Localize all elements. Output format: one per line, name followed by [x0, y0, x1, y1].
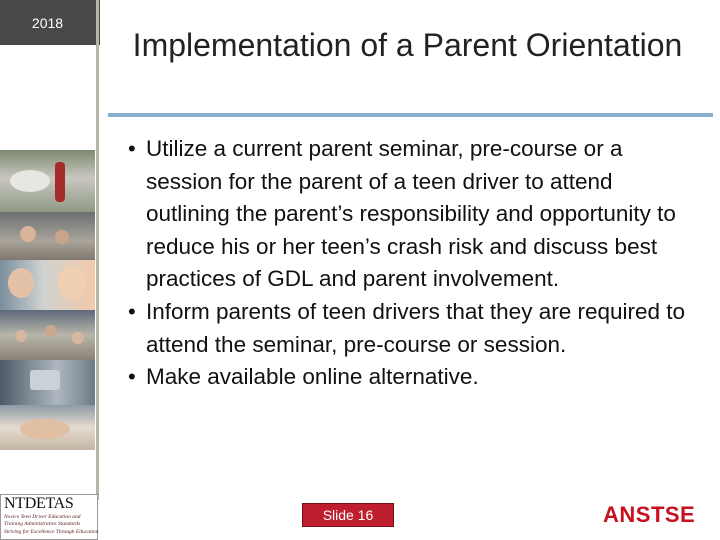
anstse-logo: ANSTSE [603, 502, 696, 527]
slide-title: Implementation of a Parent Orientation [132, 27, 683, 63]
sidebar-photo-car [0, 150, 95, 212]
bullet-text: Make available online alternative. [146, 364, 479, 390]
bullet-dot-icon: • [128, 298, 136, 324]
sidebar-divider [96, 0, 99, 500]
year-banner [0, 0, 100, 45]
slide-number-badge: Slide 16 [302, 503, 394, 527]
sidebar-photo-hands [0, 405, 95, 450]
bullet-dot-icon: • [128, 136, 136, 161]
sidebar-photo-classroom [0, 212, 95, 260]
ntdetas-logo-line2: Training Administrative Standards [4, 521, 81, 527]
bullet-text: Inform parents of teen drivers that they are required to attend the seminar, pre-course or session. [146, 298, 686, 357]
sidebar [0, 0, 100, 540]
bullet-text: Utilize a current parent seminar, pre-course or a session for the parent of a teen driver to attend outlining the parent’s responsibility and opportunity to reduce his or her teen’s crash risk and discuss best practices of GDL and parent involvement. [146, 136, 676, 292]
ntdetas-logo-line1: Novice Teen Driver Education and [4, 514, 81, 520]
title-underline [108, 113, 713, 117]
bullet-item [128, 361, 688, 394]
year-label: 2018 [31, 15, 64, 31]
ntdetas-logo-name: NTDETAS [4, 495, 74, 512]
sidebar-photo-teens [0, 260, 95, 310]
sidebar-photo-hall [0, 360, 95, 405]
bullet-dot-icon: • [128, 364, 136, 390]
sidebar-photo-meeting [0, 310, 95, 360]
bullet-list [128, 133, 688, 394]
bullet-item [128, 296, 688, 361]
ntdetas-logo-line3: Striving for Excellence Through Education [4, 529, 99, 535]
bullet-item [128, 133, 688, 296]
ntdetas-logo [0, 494, 98, 540]
